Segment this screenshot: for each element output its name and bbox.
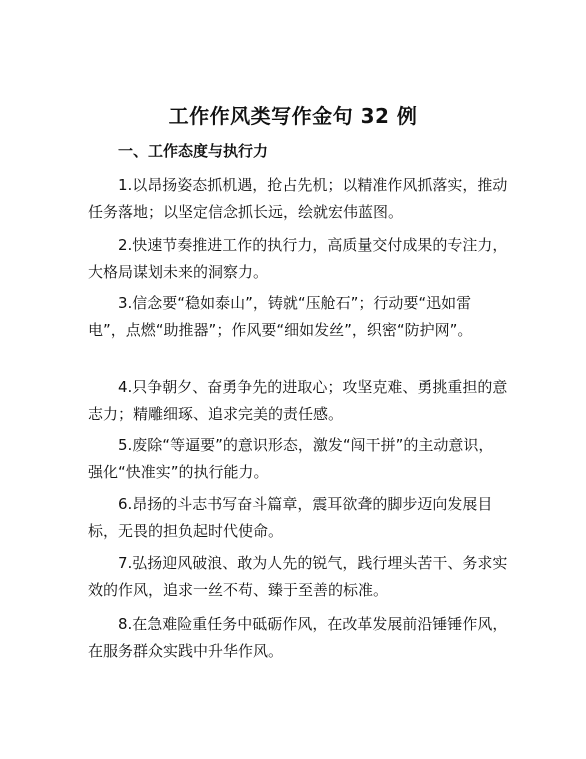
document-title: 工作作风类写作金句 32 例	[168, 104, 418, 128]
paragraph-4	[88, 374, 508, 428]
paragraph-text: 3.信念要“稳如泰山”，铸就“压舱石”；行动要“迅如雷电”，点燃“助推器”；作风要“细如发丝”，织密“防护网”。	[88, 294, 473, 339]
paragraph-text: 4.只争朝夕、奋勇争先的进取心；攻坚克难、勇挑重担的意志力；精雕细琢、追求完美的责任感。	[88, 378, 508, 423]
paragraph-text: 7.弘扬迎风破浪、敢为人先的锐气，践行埋头苦干、务求实效的作风，追求一丝不苟、臻于至善的标准。	[88, 554, 508, 599]
paragraph-7	[88, 550, 508, 604]
paragraph-6	[88, 491, 508, 545]
paragraph-text: 1.以昂扬姿态抓机遇，抢占先机；以精准作风抓落实，推动任务落地；以坚定信念抓长远，绘就宏伟蓝图。	[88, 176, 508, 221]
paragraph-text: 2.快速节奏推进工作的执行力，高质量交付成果的专注力，大格局谋划未来的洞察力。	[88, 236, 508, 281]
section-heading: 一、工作态度与执行力	[118, 142, 269, 160]
paragraph-1	[88, 172, 508, 226]
paragraph-2	[88, 232, 508, 286]
paragraph-text: 6.昂扬的斗志书写奋斗篇章，震耳欲聋的脚步迈向发展目标，无畏的担负起时代使命。	[88, 495, 493, 540]
paragraph-8	[88, 611, 508, 665]
paragraph-text: 8.在急难险重任务中砥砺作风，在改革发展前沿锤锤作风，在服务群众实践中升华作风。	[88, 615, 508, 660]
paragraph-text: 5.废除“等逼要”的意识形态，激发“闯干拼”的主动意识，强化“快准实”的执行能力。	[88, 436, 494, 481]
paragraph-3	[88, 290, 508, 344]
paragraph-5	[88, 432, 508, 486]
